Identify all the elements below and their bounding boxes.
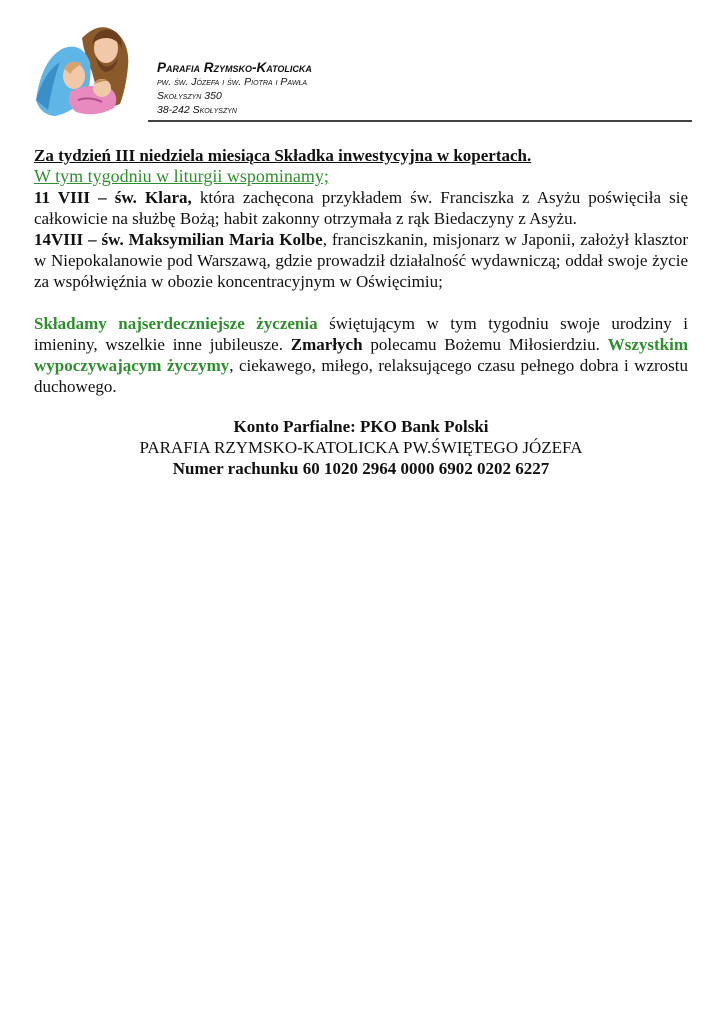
holy-family-logo-icon [30,18,150,122]
letterhead [30,18,692,122]
wishes-paragraph [34,313,688,397]
parish-name: Parafia Rzymsko-Katolicka [157,60,312,75]
saint-kolbe-text: , franciszkanin, misjonarz w Japonii, założył klasztor w Niepokalanowie pod Warszawą, gdzie prowadził działalność wydawniczą; oddał swoje życie za współwięźnia w obozie koncentracyjnym w Oświęcimiu; [34,230,688,291]
spacer [34,292,688,313]
deceased-label: Zmarłych [290,335,363,354]
holiday-wishes: Wszystkim wypoczywającym życzymy [34,335,688,375]
saint-klara-title: 11 VIII – św. Klara, [34,188,192,207]
saint-klara-paragraph [34,187,688,229]
account-number: Numer rachunku 60 1020 2964 0000 6902 0202 6227 [172,459,550,478]
bank-account-block [34,416,688,479]
saint-klara-text: która zachęcona przykładem św. Franciszka z Asyżu poświęciła się całkowicie na służbę Bożą; habit zakonny otrzymała z rąk Biedaczyny z Asyżu. [34,188,688,228]
wishes-text-3: , ciekawego, miłego, relaksującego czasu pełnego dobra i wzrostu duchowego. [34,356,688,396]
parish-address-block [157,60,312,117]
collection-notice: Za tydzień III niedziela miesiąca Składka inwestycyjna w kopertach. [34,146,532,165]
saint-kolbe-title: 14VIII – św. Maksymilian Maria Kolbe [34,230,323,249]
parish-postal: 38-242 Skołyszyn [157,104,237,116]
bank-name: Konto Parfialne: PKO Bank Polski [233,417,489,436]
bulletin-body [34,145,688,479]
account-holder: PARAFIA RZYMSKO-KATOLICKA PW.ŚWIĘTEGO JÓZEFA [139,438,583,457]
wishes-text-2: polecamu Bożemu Miłosierdziu. [362,335,608,354]
saint-kolbe-paragraph [34,229,688,292]
wishes-text-1: świętującym w tym tygodniu swoje urodziny i imieniny, wszelkie inne jubileusze. [34,314,688,354]
parish-patrons: pw. św. Józefa i św. Piotra i Pawła [157,76,308,88]
parish-street: Skołyszyn 350 [157,90,222,102]
wishes-lead: Składamy najserdeczniejsze życzenia [34,314,318,333]
header-divider [148,120,692,122]
liturgy-heading: W tym tygodniu w liturgii wspominamy; [34,166,329,186]
